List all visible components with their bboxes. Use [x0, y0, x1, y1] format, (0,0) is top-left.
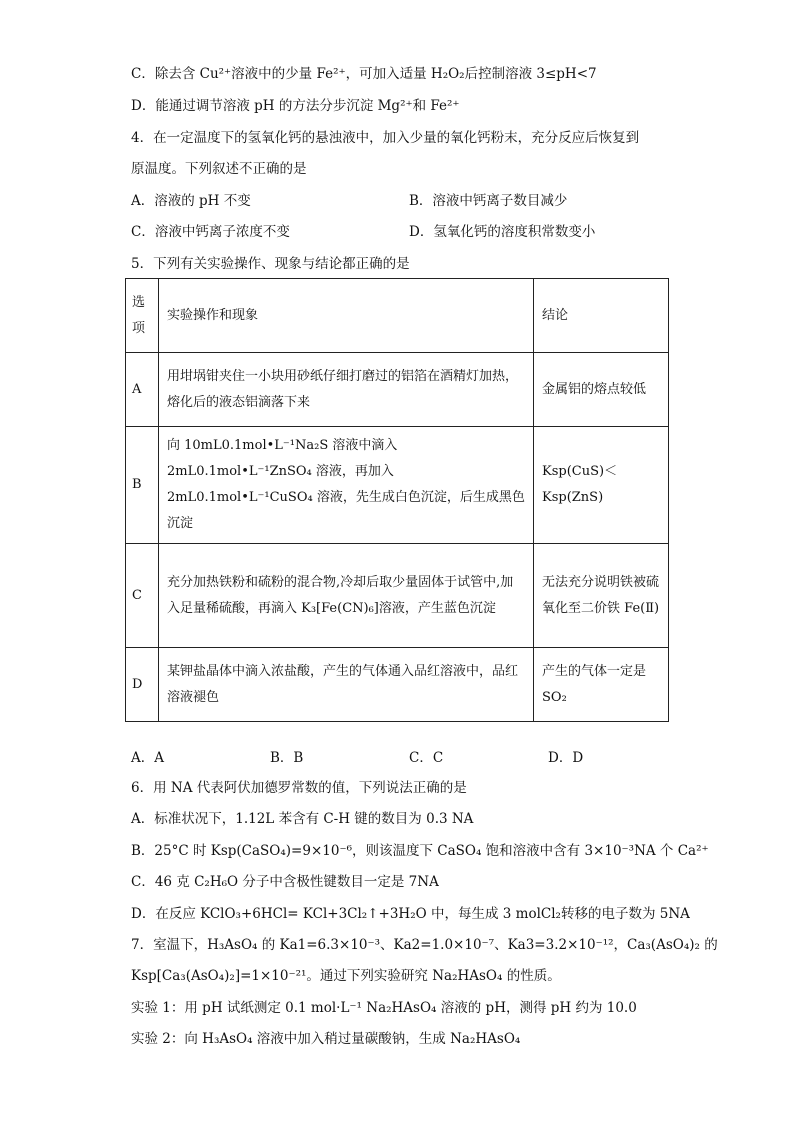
- experiment-table: [125, 278, 669, 722]
- experiment-2: 实验 2：向 H₃AsO₄ 溶液中加入稍过量碳酸钠，生成 Na₂HAsO₄: [131, 1031, 521, 1047]
- table-row: [126, 544, 669, 648]
- question-4-stem: 4．在一定温度下的氢氧化钙的悬浊液中，加入少量的氧化钙粉末，充分反应后恢复到: [131, 130, 640, 146]
- option-6b: B．25°C 时 Ksp(CaSO₄)=9×10⁻⁶，则该温度下 CaSO₄ 饱和溶液中含有 3×10⁻³NA 个 Ca²⁺: [131, 843, 709, 859]
- row-operation: 用坩埚钳夹住一小块用砂纸仔细打磨过的铝箔在酒精灯加热，熔化后的液态铝滴落下来: [159, 353, 534, 427]
- answer-d: D．D: [548, 750, 584, 766]
- option-4a: A．溶液的 pH 不变: [131, 193, 251, 209]
- option-4c: C．溶液中钙离子浓度不变: [131, 224, 290, 240]
- answer-a: A．A: [131, 750, 164, 766]
- option-6d: D．在反应 KClO₃+6HCl= KCl+3Cl₂↑+3H₂O 中，每生成 3 molCl₂转移的电子数为 5NA: [131, 906, 690, 922]
- table-row: [126, 648, 669, 722]
- option-3d: D．能通过调节溶液 pH 的方法分步沉淀 Mg²⁺和 Fe²⁺: [131, 98, 460, 114]
- option-6a: A．标准状况下，1.12L 苯含有 C-H 键的数目为 0.3 NA: [131, 811, 474, 827]
- header-operation: 实验操作和现象: [159, 279, 534, 353]
- option-3c: C．除去含 Cu²⁺溶液中的少量 Fe²⁺，可加入适量 H₂O₂后控制溶液 3≤pH<7: [131, 66, 597, 82]
- row-option: A: [126, 353, 159, 427]
- row-operation: 向 10mL0.1mol•L⁻¹Na₂S 溶液中滴入 2mL0.1mol•L⁻¹ZnSO₄ 溶液，再加入 2mL0.1mol•L⁻¹CuSO₄ 溶液，先生成白色沉淀，后生成黑色沉淀: [159, 427, 534, 544]
- row-operation: 充分加热铁粉和硫粉的混合物,冷却后取少量固体于试管中,加入足量稀硫酸，再滴入 K₃[Fe(CN)₆]溶液，产生蓝色沉淀: [159, 544, 534, 648]
- row-operation: 某钾盐晶体中滴入浓盐酸，产生的气体通入品红溶液中，品红溶液褪色: [159, 648, 534, 722]
- row-option: C: [126, 544, 159, 648]
- header-option: 选项: [126, 279, 159, 353]
- question-5-stem: 5．下列有关实验操作、现象与结论都正确的是: [131, 256, 410, 272]
- experiment-1: 实验 1：用 pH 试纸测定 0.1 mol·L⁻¹ Na₂HAsO₄ 溶液的 pH，测得 pH 约为 10.0: [131, 1000, 637, 1016]
- option-6c: C．46 克 C₂H₆O 分子中含极性键数目一定是 7NA: [131, 874, 439, 890]
- table-header-row: [126, 279, 669, 353]
- answer-b: B．B: [270, 750, 304, 766]
- question-7-stem-cont: Ksp[Ca₃(AsO₄)₂]=1×10⁻²¹。通过下列实验研究 Na₂HAsO₄ 的性质。: [131, 968, 561, 984]
- row-conclusion: 金属铝的熔点较低: [534, 353, 669, 427]
- row-conclusion: Ksp(CuS)＜Ksp(ZnS): [534, 427, 669, 544]
- header-conclusion: 结论: [534, 279, 669, 353]
- row-option: D: [126, 648, 159, 722]
- question-4-stem-cont: 原温度。下列叙述不正确的是: [131, 161, 307, 177]
- question-6-stem: 6．用 NA 代表阿伏加德罗常数的值，下列说法正确的是: [131, 780, 467, 796]
- option-4b: B．溶液中钙离子数目减少: [409, 193, 568, 209]
- row-conclusion: 产生的气体一定是 SO₂: [534, 648, 669, 722]
- table-row: [126, 353, 669, 427]
- option-4d: D．氢氧化钙的溶度积常数变小: [409, 224, 596, 240]
- row-option: B: [126, 427, 159, 544]
- question-7-stem: 7．室温下，H₃AsO₄ 的 Ka1=6.3×10⁻³、Ka2=1.0×10⁻⁷、Ka3=3.2×10⁻¹²，Ca₃(AsO₄)₂ 的: [131, 937, 718, 953]
- table-row: [126, 427, 669, 544]
- answer-c: C．C: [409, 750, 444, 766]
- row-conclusion: 无法充分说明铁被硫氧化至二价铁 Fe(Ⅱ): [534, 544, 669, 648]
